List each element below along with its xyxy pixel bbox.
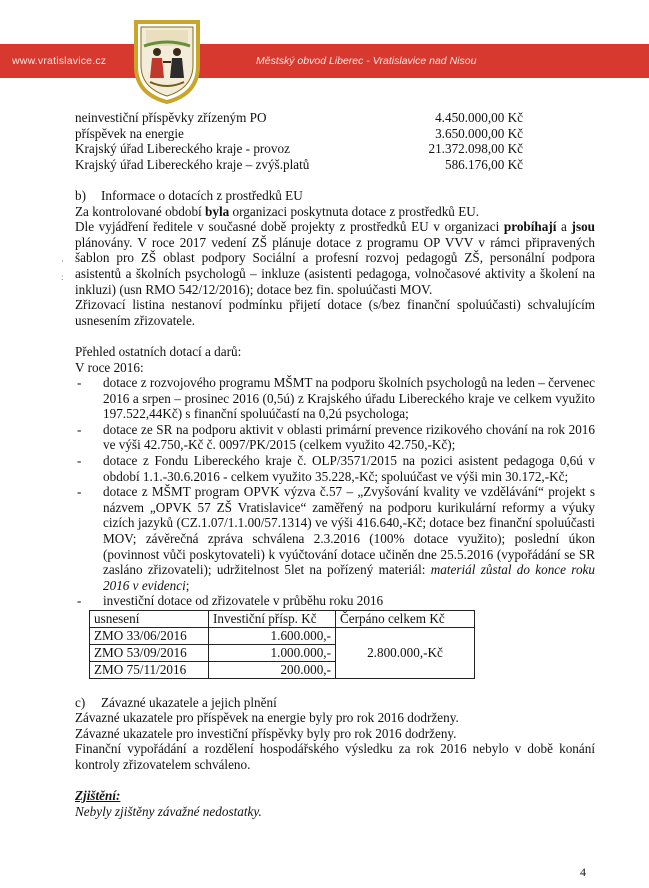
investment-table [89, 610, 475, 679]
resolution-cell: ZMO 53/09/2016 [90, 645, 209, 662]
budget-amount: 586.176,00 Kč [444, 156, 523, 172]
amount-cell: 1.600.000,- [209, 628, 336, 645]
paragraph: Zřizovací listina nestanoví podmínku přijetí dotace (s/bez finanční spoluúčasti) schvalujícím usnesením zřizovatele. [75, 297, 595, 328]
amount-cell: 1.000.000,- [209, 645, 336, 662]
column-header: usnesení [90, 611, 209, 628]
table-header-row [90, 611, 475, 628]
coat-of-arms-icon [130, 16, 204, 104]
total-cell: 2.800.000,-Kč [336, 628, 475, 679]
section-b-heading [75, 188, 595, 204]
header-bar [0, 44, 649, 78]
margin-mark: · [61, 256, 64, 266]
table-row [90, 628, 475, 645]
paragraph: Závazné ukazatele pro investiční příspěvky byly pro rok 2016 dodrženy. [75, 725, 457, 741]
margin-mark: : [61, 272, 64, 282]
paragraph: Za kontrolované období byla organizaci poskytnuta dotace z prostředků EU. [75, 203, 480, 219]
resolution-cell: ZMO 33/06/2016 [90, 628, 209, 645]
office-name: Městský obvod Liberec - Vratislavice nad Nisou [256, 55, 477, 67]
section-c-heading [75, 695, 595, 711]
finding-title: Zjištění: [75, 788, 121, 804]
overview-title: Přehled ostatních dotací a darů: [75, 343, 242, 359]
list-item: - dotace z MŠMT program OPVK výzva č.57 – „Zvyšování kvality ve vzdělávání“ projekt s názvem „OPVK 57 ZŠ Vratislavice“ zaměřený na podporu kurikulární reformy a výuky cizích jazyků (CZ.1.07/1.1.00/57.1314) ve výši 416.640,-Kč; dotace bez finanční spoluúčasti MOV; závěrečná zpráva schválena 2.3.2016 (100% dotace využito); poslední úkon (povinnost vůči poskytovateli) k vyúčtování dotace učiněn dne 25.5.2016 (vypořádání se SR zasláno zřizovateli); udržitelnost 5let na pořízený materiál: materiál zůstal do konce roku 2016 v evidenci; [89, 484, 595, 593]
section-number: c) [75, 694, 86, 710]
budget-label: Krajský úřad Libereckého kraje – zvýš.platů [75, 156, 310, 172]
list-item: - dotace ze SR na podporu aktivit v oblasti primární prevence rizikového chování na rok 2016 ve výši 42.750,-Kč č. 0097/PK/2015 (celkem využito 42.750,-Kč); [89, 422, 595, 453]
section-title: Závazné ukazatele a jejich plnění [101, 694, 277, 710]
section-number: b) [75, 187, 86, 203]
budget-row [75, 157, 595, 173]
budget-label: Krajský úřad Libereckého kraje - provoz [75, 141, 290, 157]
paragraph: Dle vyjádření ředitele v současné době projekty z prostředků EU v organizaci probíhají a jsou plánovány. V roce 2017 vedení ZŠ plánuje dotace z programu OP VVV v rámci připravených šablon pro ZŠ oblast podpory Sociální a profesní rozvoj pedagogů ZŠ, personální podpora asistentů a školních psychologů – inkluze (asistenti pedagoga, volnočasové aktivity a školení na inkluzi) (usn RMO 542/12/2016); dotace bez fin. spoluúčasti MOV. [75, 219, 595, 297]
finding-text: Nebyly zjištěny závažné nedostatky. [75, 803, 262, 819]
grant-list [75, 375, 595, 609]
section-title: Informace o dotacích z prostředků EU [101, 187, 303, 203]
page-number: 4 [580, 865, 586, 879]
list-item: - dotace z rozvojového programu MŠMT na podporu školních psychologů na leden – červenec 2016 a srpen – prosinec 2016 (0,5ú) z Krajského úřadu Libereckého kraje ve celkem využito 197.522,44Kč) s finanční spoluúčastí na 0,2ú psychologa; [89, 375, 595, 422]
overview-year: V roce 2016: [75, 359, 144, 375]
paragraph: Finanční vypořádání a rozdělení hospodářského výsledku za rok 2016 nebylo v době konání kontroly zřizovatelem schváleno. [75, 741, 595, 772]
budget-label: neinvestiční příspěvky zřízeným PO [75, 110, 267, 125]
document-body [75, 110, 595, 819]
budget-label: příspěvek na energie [75, 125, 184, 141]
column-header: Čerpáno celkem Kč [336, 611, 475, 628]
budget-list [75, 110, 595, 172]
budget-row [75, 126, 595, 142]
budget-row [75, 141, 595, 157]
column-header: Investiční přísp. Kč [209, 611, 336, 628]
budget-amount: 3.650.000,00 Kč [435, 125, 523, 141]
budget-amount: 21.372.098,00 Kč [428, 141, 523, 157]
list-item: - dotace z Fondu Libereckého kraje č. OLP/3571/2015 na pozici asistent pedagoga 0,6ú v období 1.1.-30.6.2016 - celkem využito 35.228,-Kč; spoluúčast ve výši min 30.172,-Kč; [89, 453, 595, 484]
list-item: - investiční dotace od zřizovatele v průběhu roku 2016 [89, 593, 595, 609]
budget-amount: 4.450.000,00 Kč [435, 110, 523, 125]
paragraph: Závazné ukazatele pro příspěvek na energie byly pro rok 2016 dodrženy. [75, 710, 459, 726]
budget-row [75, 110, 595, 126]
resolution-cell: ZMO 75/11/2016 [90, 662, 209, 679]
site-url[interactable]: www.vratislavice.cz [12, 55, 107, 67]
amount-cell: 200.000,- [209, 662, 336, 679]
